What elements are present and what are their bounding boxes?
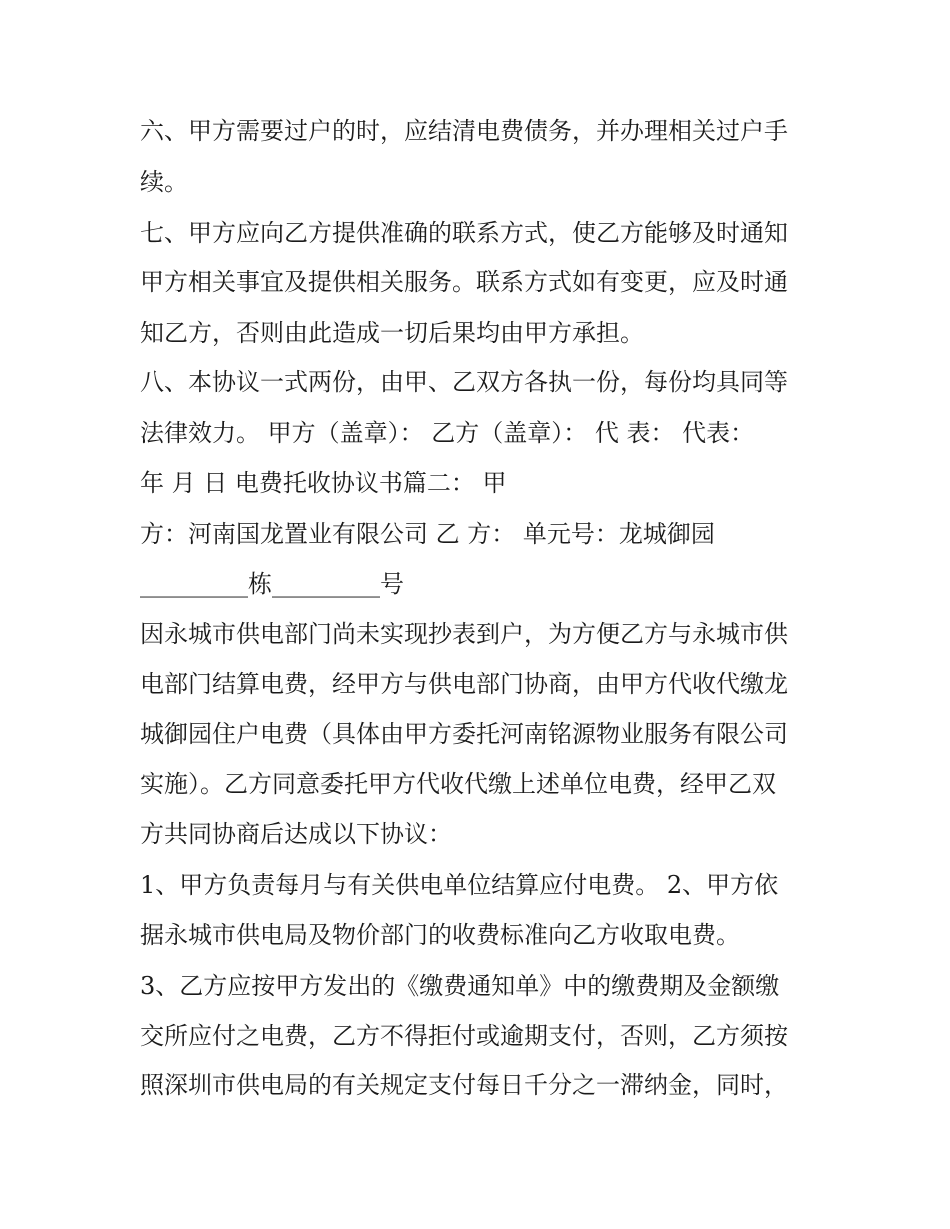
text-line: 六、甲方需要过户的时，应结清电费债务，并办理相关过户手: [140, 117, 788, 145]
text-line: 八、本协议一式两份，由甲、乙双方各执一份，每份均具同等: [140, 368, 788, 396]
text-line: 据永城市供电局及物价部门的收费标准向乙方收取电费。: [140, 921, 740, 949]
text-line: 电部门结算电费，经甲方与供电部门协商，由甲方代收代缴龙: [140, 670, 788, 698]
text-line: 因永城市供电部门尚未实现抄表到户，为方便乙方与永城市供: [140, 620, 788, 648]
text-line: _________栋_________号: [140, 570, 404, 598]
text-line: 方：河南国龙置业有限公司 乙 方： 单元号：龙城御园: [140, 520, 715, 548]
text-line: 七、甲方应向乙方提供准确的联系方式，使乙方能够及时通知: [140, 219, 788, 247]
text-line: 法律效力。 甲方（盖章）： 乙方（盖章）： 代 表： 代表：: [140, 419, 755, 447]
text-line: 甲方相关事宜及提供相关服务。联系方式如有变更，应及时通: [140, 268, 788, 296]
text-line: 照深圳市供电局的有关规定支付每日千分之一滞纳金，同时，: [140, 1071, 788, 1099]
text-line: 知乙方，否则由此造成一切后果均由甲方承担。: [140, 319, 644, 347]
text-line: 实施）。乙方同意委托甲方代收代缴上述单位电费，经甲乙双: [140, 770, 776, 798]
text-line: 交所应付之电费，乙方不得拒付或逾期支付，否则，乙方须按: [140, 1022, 788, 1050]
text-line: 城御园住户电费（具体由甲方委托河南铭源物业服务有限公司: [140, 720, 788, 748]
text-line: 3、乙方应按甲方发出的《缴费通知单》中的缴费期及金额缴: [140, 972, 780, 1000]
text-line: 方共同协商后达成以下协议：: [140, 820, 452, 848]
text-line: 1、甲方负责每月与有关供电单位结算应付电费。 2、甲方依: [140, 871, 779, 899]
text-line: 年 月 日 电费托收协议书篇二： 甲: [140, 469, 507, 497]
text-line: 续。: [140, 168, 188, 196]
